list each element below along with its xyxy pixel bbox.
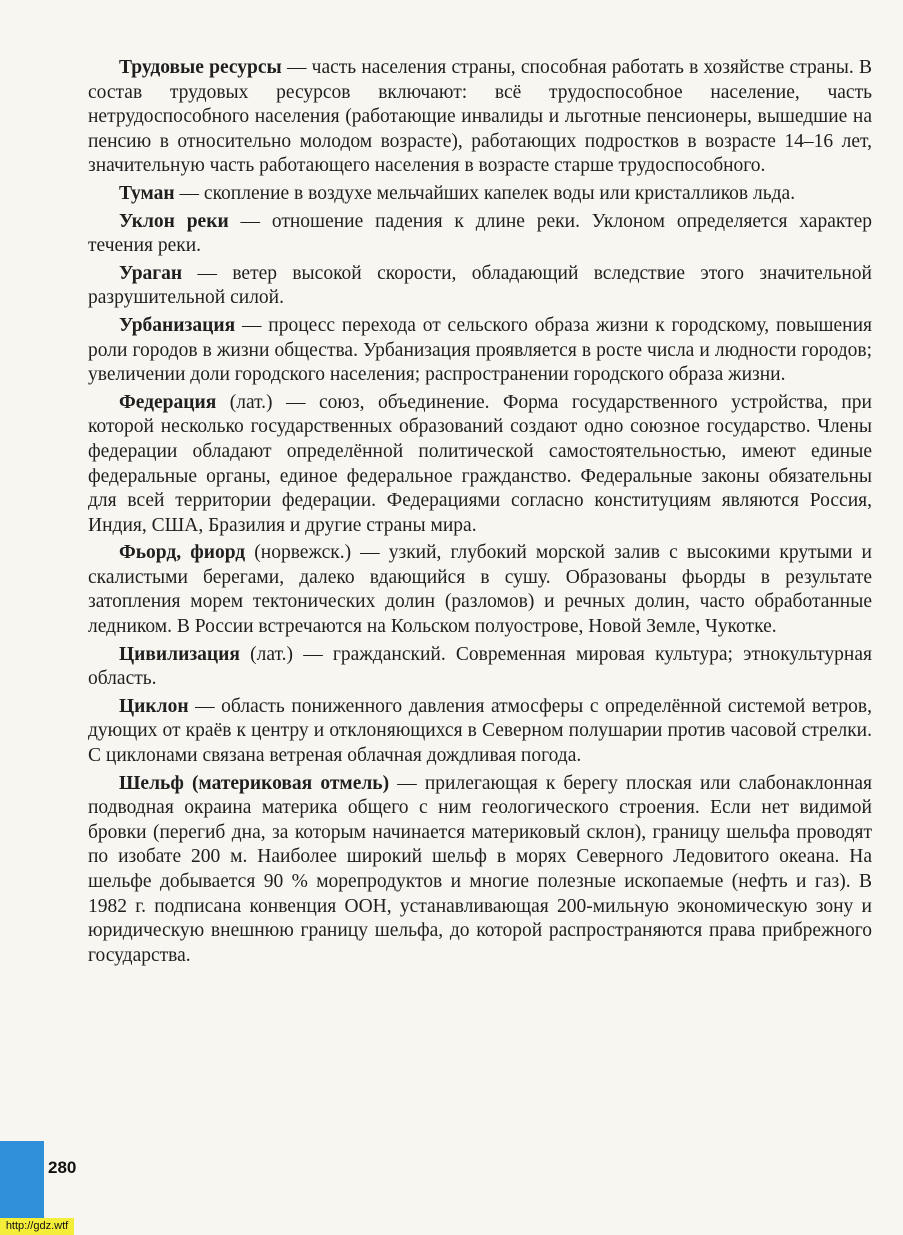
entry-definition: (лат.) — гражданский. Современная мировая культура; этнокультурная область. — [88, 643, 872, 690]
entry-term: Цивилизация — [119, 643, 240, 665]
entry-definition: (норвежск.) — узкий, глубокий морской залив с высокими крутыми и скалистыми берегами, далеко вдающийся в сушу. Образованы фьорды в результате затопления морем тектонических долин (разломов) и речных долин, часто обработанные ледником. В России встречаются на Кольском полуострове, Новой Земле, Чукотке. — [88, 542, 872, 638]
entry-term: Шельф (материковая отмель) — [119, 772, 390, 794]
entry-definition: — отношение падения к длине реки. Уклоном определяется характер течения реки. — [88, 210, 873, 257]
entry-civilizaciya — [88, 643, 872, 692]
entry-ciklon — [88, 695, 872, 769]
entry-definition: — область пониженного давления атмосферы с определённой системой ветров, дующих от краёв к центру и отклоняющихся в Северном полушарии против часовой стрелки. С циклонами связана ветреная облачная дождливая погода. — [88, 695, 872, 767]
entry-fjord — [88, 541, 872, 639]
entry-urbanizaciya — [88, 314, 872, 388]
entry-definition: (лат.) — союз, объединение. Форма государственного устройства, при которой несколько государственных образований создают одно союзное государство. Члены федерации обладают определённой политической самостоятельностью, имеют единые федеральные органы, единое федеральное гражданство. Федеральные законы обязательны для всей территории федерации. Федерациями согласно конституциям являются Россия, Индия, США, Бразилия и другие страны мира. — [88, 391, 872, 536]
entry-definition: — процесс перехода от сельского образа жизни к городскому, повышения роли городов в жизни общества. Урбанизация проявляется в росте числа и людности городов; увеличении доли городского населения; распространении городского образа жизни. — [88, 314, 872, 386]
entry-uragan — [88, 262, 872, 311]
page-number: 280 — [48, 1158, 77, 1177]
entry-term: Ураган — [119, 262, 183, 284]
entry-term: Урбанизация — [119, 314, 236, 336]
glossary-text — [88, 56, 872, 971]
entry-uklon-reki — [88, 210, 872, 259]
entry-shelf — [88, 772, 872, 969]
entry-term: Фьорд, фиорд — [119, 542, 246, 564]
page-edge-tab — [0, 1141, 44, 1221]
entry-definition: — прилегающая к берегу плоская или слабонаклонная подводная окраина материка общего с ним геологического строения. Если нет видимой бровки (перегиб дна, за которым начинается материковый склон), границу шельфа проводят по изобате 200 м. Наиболее широкий шельф в морях Северного Ледовитого океана. На шельфе добывается 90 % морепродуктов и многие полезные ископаемые (нефть и газ). В 1982 г. подписана конвенция ООН, устанавливающая 200-мильную экономическую зону и юридическую внешнюю границу шельфа, до которой распространяются права прибрежного государства. — [88, 772, 872, 966]
entry-tuman — [88, 182, 872, 207]
entry-term: Туман — [119, 182, 175, 204]
entry-federaciya — [88, 391, 872, 539]
entry-term: Циклон — [119, 695, 189, 717]
entry-term: Федерация — [119, 391, 217, 413]
entry-definition: — ветер высокой скорости, обладающий вследствие этого значительной разрушительной силой. — [88, 262, 872, 309]
entry-definition: — часть населения страны, способная работать в хозяйстве страны. В состав трудовых ресурсов включают: всё трудоспособное население, часть нетрудоспособного населения (работающие инвалиды и льготные пенсионеры, вышедшие на пенсию в относительно молодом возрасте), работающих подростков в возрасте 14–16 лет, значительную часть работающего населения в возрасте старше трудоспособного. — [88, 57, 872, 177]
entry-term: Уклон реки — [119, 210, 229, 232]
entry-term: Трудовые ресурсы — [119, 57, 282, 78]
entry-definition: — скопление в воздухе мельчайших капелек воды или кристалликов льда. — [174, 182, 796, 204]
entry-trudovye-resursy — [88, 56, 872, 179]
source-watermark: http://gdz.wtf — [0, 1218, 74, 1235]
